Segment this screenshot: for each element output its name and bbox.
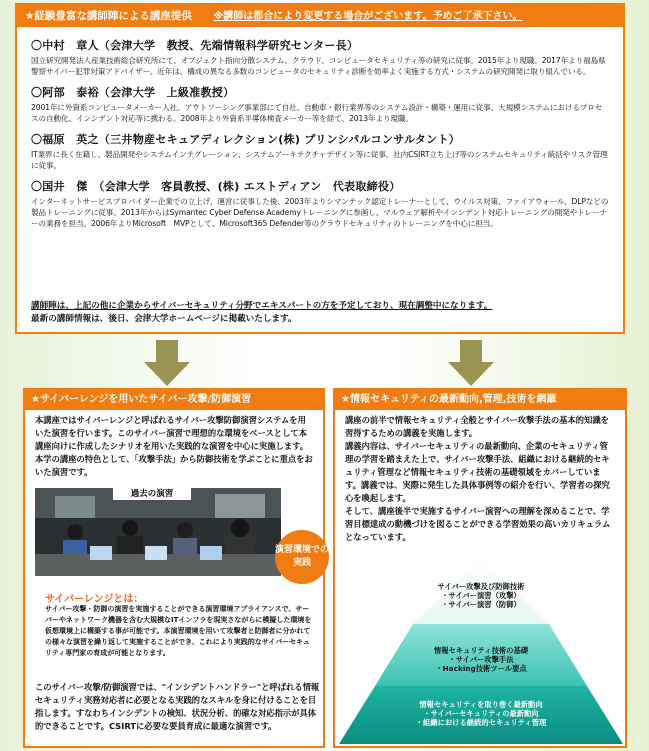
curriculum-pyramid	[339, 558, 623, 744]
tier-item: ・サイバー攻撃手法	[448, 655, 514, 664]
footnote-line-2: 最新の講師情報は、後日、会津大学ホームページに掲載いたします。	[31, 314, 297, 324]
cyber-range-definition-title: サイバーレンジとは：	[45, 594, 144, 605]
tier-item: ・サイバー演習（攻撃）	[441, 591, 521, 600]
instructor-profile: インターネットサービスプロバイダー企業での立上げ、運営に従事した後、2003年よりシマンテック認定トレーナーとして、ウイルス対策、ファイアウォール、DLPなどの製品トレーニングに従事。2013年からはSymantec Cyber Defense Academyトレーニングに参画し、マルウェア解析やインシデント対応トレーニングの開発やトレーナーの業務を担当。2006年よりMicrosoft MVPとして、Microsoft365 Defender等のクラウドセキュリティのトレーニングを中心に担当。	[31, 197, 609, 228]
curriculum-panel-title: ★情報セキュリティの最新動向,管理,技術を網羅	[335, 390, 625, 410]
cyber-range-summary: このサイバー攻撃/防御演習では、"インシデントハンドラー"と呼ばれる情報セキュリティ実務対応者に必要となる実践的なスキルを身に付けることを目指します。すなわちインシデントの検知、状況分析、的確な対応指示が具体的できることです。CSIRTに必要な要員育成に最適な演習です。	[35, 682, 320, 731]
down-arrow-icon	[144, 340, 190, 386]
pyramid-tier-middle	[389, 646, 573, 673]
cyber-range-panel-title: ★サイバーレンジを用いたサイバー攻撃/防御演習	[25, 390, 323, 410]
instructor-name: 〇阿部 泰裕（会津大学 上級准教授）	[31, 86, 235, 99]
instructor-name: 〇福原 英之（三井物産セキュアディレクション(株) プリンシパルコンサルタント）	[31, 133, 461, 146]
tier-item: ・Hacking技術ツール要点	[435, 664, 527, 673]
instructor-change-note: ※講師は都合により変更する場合がございます。予めご了承下さい。	[213, 11, 523, 22]
instructor-footnote	[31, 300, 613, 326]
classroom-photo-image	[35, 488, 281, 576]
instructor-name: 〇国井 傑 （会津大学 客員教授、(株) エストディアン 代表取締役）	[31, 180, 401, 193]
instructor-item	[31, 180, 609, 229]
security-curriculum-panel	[333, 388, 627, 748]
tier-item: ・組織における継続的セキュリティ管理	[415, 718, 547, 727]
footnote-line-1: 講師陣は、上記の他に企業からサイバーセキュリティ分野でエキスパートの方を予定しており、現在調整中になります。	[31, 301, 493, 311]
tier-item: ・サイバー演習（防御）	[441, 600, 521, 609]
tier-title: サイバー攻撃及び防御技術	[437, 582, 525, 591]
curriculum-description: 講座の前半で情報セキュリティ全般とサイバー攻撃手法の基本的知識を習得するための講義を実施します。 講義内容は、サイバーセキュリティの最新動向、企業のセキュリティ管理の学習を踏まえた上で、サイバー攻撃手法、組織における継続的セキュリティ管理など情報セキュリティ技術の基礎領域をカバーしています。講義では、実際に発生した具体事例等の紹介を行い、学習者の探究心を喚起します。 そして、講座後半で実施するサイバー演習への理解を深めることで、学習目標達成の動機づけを図ることができる学習効果の高いカリキュラムとなっています。	[345, 415, 611, 542]
instructor-profile: 国立研究開発法人産業技術総合研究所にて、オブジェクト指向分散システム、クラウド、コンピュータセキュリティ等の研究に従事。2015年より現職。2017年より福島県警察サイバー犯罪対策アドバイザー。近年は、構成の異なる多数のコンピュータのセキュリティ診断を効率よく実施する方式・システムの研究開発に取り組んでいる。	[31, 56, 606, 76]
instructor-name: 〇中村 章人（会津大学 教授、先端情報科学研究センター長）	[31, 39, 359, 52]
instructor-item	[31, 86, 609, 124]
instructor-item	[31, 39, 609, 77]
exercise-photo	[35, 488, 281, 576]
practice-badge: 演習環境での実践	[275, 530, 329, 584]
photo-caption: 過去の演習	[113, 488, 191, 500]
instructor-panel-header	[17, 5, 623, 27]
pyramid-tier-top	[399, 582, 563, 609]
instructor-profile: 2001年に外資系コンピュータメーカー入社。アウトソーシング事業部にて自社、自動車・銀行業界等のシステム設計・構築・運用に従事。大規模システムにおけるプロセスの自動化、インシデント対応等に携わる。2008年より外資系半導体検査メーカー等を経て、2013年より現職。	[31, 103, 603, 123]
cyber-range-definition: サイバー攻撃・防御の演習を実施することができる演習環境アプライアンスで、サーバーやネットワーク機器を含む大規模なITインフラを現実さながらに模擬した環境を仮想環境上に構築する事が可能です。本演習環境を用いて攻撃者と防御者に分かれての様々な演習を繰り返して実施することができ、これにより実践的なサイバーセキュリティ専門家の育成が可能となります。	[45, 605, 312, 657]
pyramid-tier-bottom	[369, 700, 593, 727]
instructor-list	[17, 27, 623, 229]
cyber-range-panel	[23, 388, 330, 748]
down-arrow-icon	[448, 340, 494, 386]
tier-title: 情報セキュリティを取り巻く最新動向	[419, 700, 543, 709]
cyber-range-intro: 本講座ではサイバーレンジと呼ばれるサイバー攻撃防御演習システムを用いた演習を行います。このサイバー演習で理想的な環境をベースとして本講座向けに作成したシナリオを用いた実践的な演習を中心に実施します。本学の講座の特色として、「攻撃手法」から防御技術を学ぶことに重点をおいた演習です。	[35, 415, 313, 477]
tier-item: ・サイバーセキュリティの最新動向	[423, 709, 539, 718]
instructor-item	[31, 133, 609, 171]
instructor-panel-title: ★経験豊富な講師陣による講座提供	[25, 10, 192, 22]
instructor-profile: IT業界に長く在籍し、製品開発やシステムインテグレーション、システムアーキテクチャデザイン等に従事。社内CSIRT立ち上げ等のシステムセキュリティ統括やリスク管理に従事。	[31, 150, 608, 170]
tier-title: 情報セキュリティ技術の基礎	[433, 646, 529, 655]
instructor-panel	[15, 3, 625, 334]
